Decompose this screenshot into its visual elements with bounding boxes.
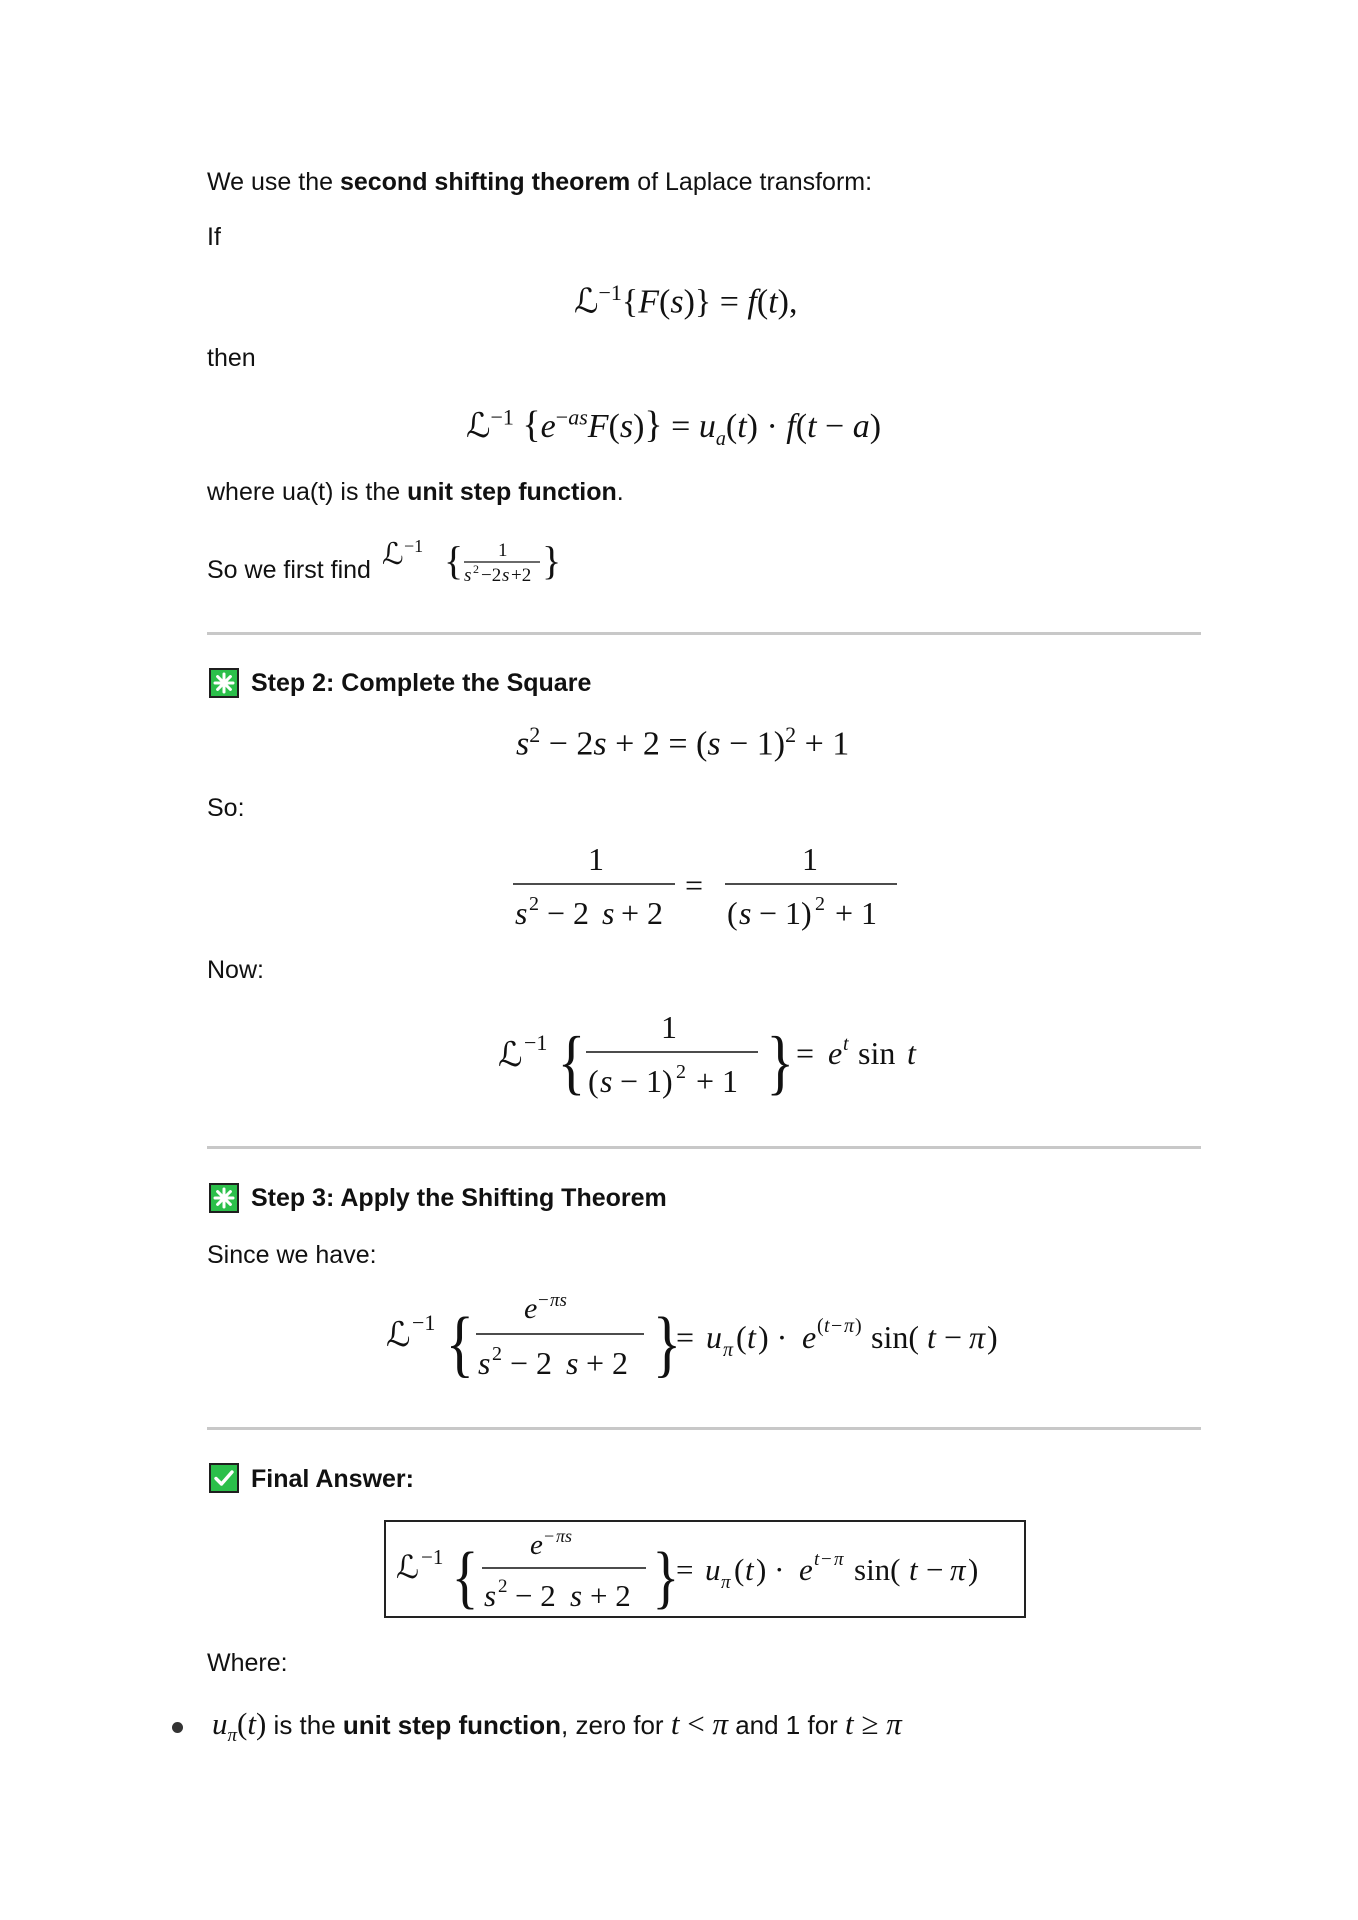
then-label: then [207,344,256,372]
svg-text:− 2: − 2 [515,1578,556,1613]
equation-inverse-exp-sin [496,1006,936,1106]
svg-text:−1: −1 [524,1030,548,1055]
laplace-operator: ℒ [574,283,599,321]
equation-shifting-theorem: ℒ$^{-1}$ $\{e^{-as}F(s)\} = u_a(t) \cdot f(t - a)$ [466,404,882,450]
svg-text:s: s [566,1345,579,1381]
svg-text:s: s [478,1345,491,1381]
svg-text:{: { [445,1302,475,1385]
svg-text:u: u [706,1319,722,1355]
svg-text:): ) [987,1319,998,1355]
svg-text:+ 2: + 2 [586,1345,629,1381]
svg-text:u: u [705,1552,721,1587]
svg-text:(: ( [588,1063,599,1099]
svg-text:t: t [814,1549,820,1570]
svg-text:t: t [907,1035,916,1071]
if-label: If [207,223,221,251]
svg-text:(: ( [727,895,738,931]
svg-text:2: 2 [498,1576,508,1597]
svg-text:−: − [926,1552,944,1587]
svg-text:πs: πs [550,1290,567,1311]
svg-text:π: π [950,1552,966,1587]
equation-inverse-laplace-definition: ℒ$^{-1}${F(s)} = f(t), [574,280,798,321]
svg-text:t: t [909,1552,918,1587]
check-mark-button-icon [209,1463,239,1493]
equation-inline-inverse [380,528,590,590]
svg-text:πs: πs [556,1526,573,1546]
bullet-marker [172,1722,183,1733]
step3-heading: Step 3: Apply the Shifting Theorem [251,1184,667,1212]
svg-text:s: s [515,895,528,931]
svg-text:t: t [843,1033,849,1055]
svg-text:+ 1: + 1 [696,1063,739,1099]
svg-text:{: { [444,538,464,583]
eight-spoked-asterisk-icon [209,1183,239,1213]
svg-text:e: e [799,1552,813,1587]
step2-heading: Step 2: Complete the Square [251,669,592,697]
bullet-text-2: , zero for [561,1710,671,1740]
svg-text:s: s [464,565,472,586]
svg-text:t: t [927,1319,936,1355]
intro-prefix: We use the [207,168,340,196]
where-bold: unit step function [407,478,617,506]
svg-text:2: 2 [815,893,825,915]
svg-text:=: = [796,1035,815,1071]
svg-text:e: e [530,1529,543,1561]
section-divider [207,1427,1201,1430]
bullet-text-1: is the [266,1710,343,1740]
svg-text:(: ( [817,1315,824,1337]
svg-text:−2: −2 [481,565,502,586]
svg-text:2: 2 [529,893,539,915]
svg-text:t: t [747,1319,756,1355]
svg-text:s: s [570,1578,583,1613]
svg-text:=: = [676,1552,694,1587]
where-line [207,476,624,508]
first-find-label: So we first find [207,556,371,584]
svg-text:s: s [502,565,510,586]
svg-text:{: { [451,1538,479,1616]
section-divider [207,1146,1201,1149]
svg-text:− 2: − 2 [547,895,590,931]
svg-text:2: 2 [473,562,479,576]
svg-text:−: − [544,1526,555,1546]
svg-text:{: { [557,1023,586,1103]
laplace-operator: ℒ [466,408,491,445]
svg-text:(: ( [734,1552,745,1587]
svg-text:s: s [600,1063,613,1099]
intro-line [207,166,872,198]
svg-text:π: π [844,1315,855,1337]
svg-text:}: } [766,1023,795,1103]
svg-text:−: − [538,1290,549,1311]
svg-text:− 2: − 2 [510,1345,553,1381]
svg-text:e: e [828,1035,843,1071]
svg-text:=: = [676,1319,695,1355]
svg-text:sin(: sin( [854,1552,901,1587]
svg-text:1: 1 [802,841,818,877]
svg-text:+2: +2 [511,565,532,586]
svg-text:}: } [652,1538,680,1616]
where-suffix: . [616,478,624,506]
svg-text:π: π [834,1549,844,1570]
svg-text:}: } [542,538,562,583]
equation-complete-square: $s^2 - 2s + 2 = (s - 1)^2 + 1$ [516,722,850,763]
so-label: So: [207,794,245,822]
svg-text:−1: −1 [412,1310,436,1335]
svg-text:+ 2: + 2 [621,895,664,931]
svg-text:sin: sin [858,1035,896,1071]
svg-text:− 1): − 1) [759,895,812,931]
since-label: Since we have: [207,1241,377,1269]
intro-bold: second shifting theorem [339,168,631,196]
svg-text:2: 2 [676,1061,686,1083]
where-label: Where: [207,1649,288,1677]
svg-text:t: t [824,1315,830,1337]
svg-text:−: − [944,1319,963,1355]
section-divider [207,632,1201,635]
bullet-text-3: and 1 for [727,1710,846,1740]
laplace-operator: ℒ [498,1037,523,1074]
svg-text:sin(: sin( [871,1319,919,1355]
svg-text:π: π [969,1319,986,1355]
svg-text:s: s [484,1578,497,1613]
svg-text:−: − [821,1549,832,1570]
final-heading: Final Answer: [251,1465,414,1493]
svg-text:): ) [968,1552,979,1587]
svg-text:1: 1 [661,1009,677,1045]
now-label: Now: [207,956,264,984]
svg-text:+ 2: + 2 [590,1578,631,1613]
svg-text:s: s [739,895,752,931]
where-prefix: where ua(t) is the [207,478,408,506]
svg-text:+ 1: + 1 [835,895,878,931]
bullet-item-unit-step: $u_\pi(t)$ is the unit step function, zero for t < π and 1 for t ≥ π [212,1706,902,1747]
laplace-operator: ℒ [386,1317,411,1354]
svg-text:) ·: ) · [756,1552,785,1587]
bullet-text-bold: unit step function [342,1710,561,1740]
svg-text:π: π [721,1572,731,1593]
svg-text:): ) [855,1315,862,1337]
laplace-operator: ℒ [382,538,404,571]
intro-suffix: of Laplace transform: [630,168,873,196]
svg-text:) ·: ) · [758,1319,788,1355]
svg-text:1: 1 [588,841,604,877]
svg-text:−1: −1 [421,1545,444,1569]
equation-shift-applied [384,1284,1034,1388]
svg-text:s: s [602,895,615,931]
svg-text:=: = [685,867,704,903]
svg-text:1: 1 [498,540,508,561]
svg-text:e: e [802,1319,817,1355]
svg-text:e: e [524,1292,538,1325]
equation-fraction-equality [505,836,905,936]
eight-spoked-asterisk-icon [209,668,239,698]
svg-text:(: ( [736,1319,747,1355]
svg-text:−1: −1 [404,536,424,556]
equation-final-answer [394,1522,1024,1616]
svg-text:}: } [652,1302,682,1385]
svg-text:− 1): − 1) [620,1063,673,1099]
laplace-operator: ℒ [396,1549,420,1585]
svg-text:π: π [723,1339,734,1361]
svg-text:2: 2 [492,1343,502,1365]
svg-text:−: − [831,1315,843,1337]
svg-text:t: t [745,1552,754,1587]
